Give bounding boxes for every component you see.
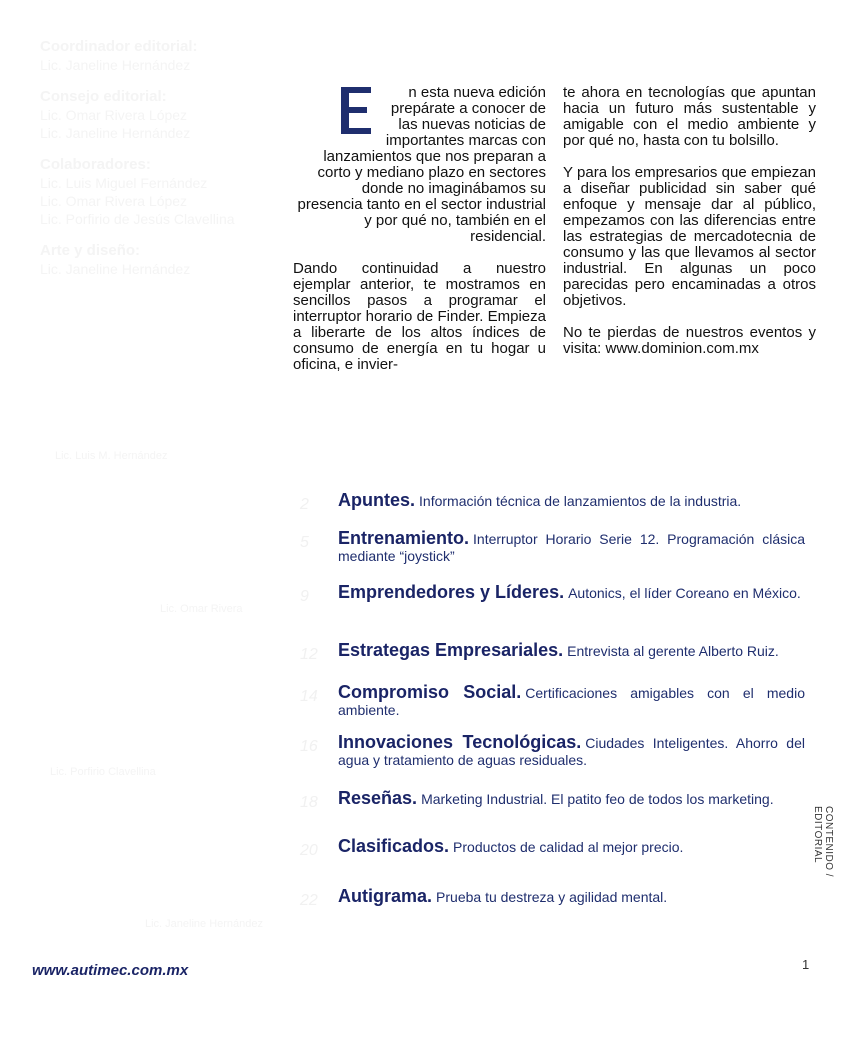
toc-title: Autigrama.: [338, 886, 433, 906]
toc-page-number: 5: [300, 534, 309, 551]
credit-heading: Colaboradores:: [40, 156, 151, 173]
toc-item[interactable]: [300, 836, 805, 859]
dropcap-letter: [341, 87, 373, 135]
toc-item[interactable]: [300, 788, 805, 811]
toc-title: Compromiso Social.: [338, 682, 522, 702]
credit-name: Lic. Janeline Hernández: [40, 125, 191, 141]
toc-item[interactable]: [300, 530, 805, 565]
toc-title: Clasificados.: [338, 836, 450, 856]
toc-title: Apuntes.: [338, 490, 416, 510]
page-number: 1: [802, 957, 810, 972]
editorial-paragraph: No te pierdas de nuestros eventos y visita: www.dominion.com.mx: [563, 324, 816, 357]
toc-item[interactable]: [300, 582, 805, 605]
editorial-paragraph: te ahora en tecnologías que apuntan hacia un futuro más sustentable y amigable con el medio ambiente y por qué no, hasta con tu bolsillo.: [563, 84, 816, 149]
toc-description: Información técnica de lanzamientos de la industria.: [419, 493, 742, 509]
credit-group-design: [40, 242, 290, 278]
editorial-text: n esta nueva edición prepárate a conocer de las nuevas noticias de importantes marcas con lanzamientos que nos preparan a corto y mediano plazo en sectores donde no imaginábamos su presencia tanto en el sector industrial y por qué no, también en el residencial.: [297, 84, 546, 245]
toc-description: Entrevista al gerente Alberto Ruiz.: [567, 643, 779, 659]
credit-heading: Consejo editorial:: [40, 88, 167, 105]
toc-item[interactable]: [300, 734, 805, 769]
toc-page-number: 16: [300, 738, 318, 755]
toc-page-number: 14: [300, 688, 318, 705]
toc-page-number: 12: [300, 646, 318, 663]
toc-item[interactable]: [300, 640, 805, 663]
editorial-paragraph: Y para los empresarios que empiezan a diseñar publicidad sin saber qué enfoque y mensaje dar al público, empezamos con las diferencias entre las estrategias de mercadotecnia de consumo y las que llevamos al sector industrial. En algunas un poco parecidas pero encaminadas a otros objetivos.: [563, 164, 816, 309]
toc-title: Emprendedores y Líderes.: [338, 582, 565, 602]
toc-title: Reseñas.: [338, 788, 418, 808]
toc-page-number: 22: [300, 892, 318, 909]
photo-credit: Lic. Omar Rivera: [160, 603, 243, 615]
toc-description: Certificaciones amigables con el medio ambiente.: [338, 685, 805, 718]
credit-group-board: [40, 88, 290, 142]
toc-description: Productos de calidad al mejor precio.: [453, 839, 684, 855]
toc-item[interactable]: [300, 886, 805, 909]
toc-description: Prueba tu destreza y agilidad mental.: [436, 889, 668, 905]
toc-page-number: 2: [300, 496, 309, 513]
website-link[interactable]: www.autimec.com.mx: [32, 962, 189, 979]
credit-heading: Coordinador editorial:: [40, 38, 198, 55]
toc-description: Autonics, el líder Coreano en México.: [568, 585, 801, 601]
credit-name: Lic. Omar Rivera López: [40, 107, 188, 123]
credit-group-coordinator: [40, 38, 290, 74]
toc-title: Innovaciones Tecnológicas.: [338, 732, 582, 752]
toc-page-number: 9: [300, 588, 309, 605]
credit-group-contributors: [40, 156, 290, 228]
credit-name: Lic. Omar Rivera López: [40, 193, 188, 209]
credits-column: [40, 38, 290, 292]
toc-page-number: 20: [300, 842, 318, 859]
editorial-paragraph: Dando continuidad a nuestro ejemplar anterior, te mostramos en sencillos pasos a programar el interruptor horario de Finder. Empieza a liberarte de los altos índices de consumo de energía en tu hogar u oficina, e invier-: [293, 260, 546, 373]
credit-name: Lic. Luis Miguel Fernández: [40, 175, 208, 191]
toc-title: Entrenamiento.: [338, 528, 470, 548]
toc-description: Ciudades Inteligentes. Ahorro del agua y tratamiento de aguas residuales.: [338, 735, 805, 768]
photo-credit: Lic. Porfirio Clavellina: [50, 766, 156, 778]
photo-credit: Lic. Janeline Hernández: [145, 918, 264, 930]
editorial-paragraph: [293, 85, 546, 245]
photo-credit: Lic. Luis M. Hernández: [55, 450, 168, 462]
toc-description: Marketing Industrial. El patito feo de todos los marketing.: [421, 791, 774, 807]
toc-description: Interruptor Horario Serie 12. Programación clásica mediante “joystick”: [338, 531, 805, 564]
toc-item[interactable]: [300, 684, 805, 719]
editorial-column-2: [563, 85, 816, 373]
credit-name: Lic. Porfirio de Jesús Clavellina: [40, 211, 235, 227]
toc-page-number: 18: [300, 794, 318, 811]
toc-title: Estrategas Empresariales.: [338, 640, 564, 660]
credit-name: Lic. Janeline Hernández: [40, 261, 191, 277]
toc-item[interactable]: [300, 490, 805, 513]
credit-name: Lic. Janeline Hernández: [40, 57, 191, 73]
credit-heading: Arte y diseño:: [40, 242, 141, 259]
section-side-label: CONTENIDO / EDITORIAL: [812, 806, 834, 878]
editorial-column-1: [293, 85, 546, 389]
